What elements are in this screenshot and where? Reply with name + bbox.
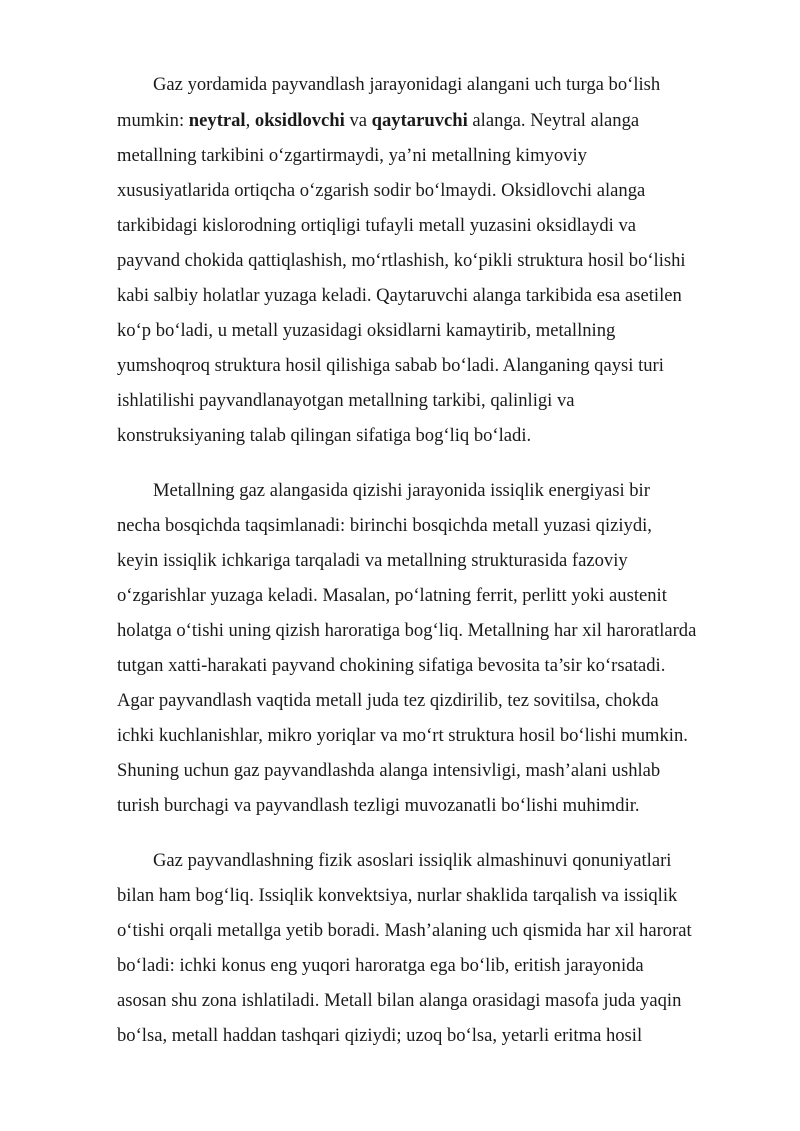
text-line: bo‘ladi: ichki konus eng yuqori haroratga ega bo‘lib, eritish jarayonida: [117, 955, 644, 976]
text-line: o‘tishi orqali metallga yetib boradi. Mash’alaning uch qismida har xil harorat: [117, 920, 692, 941]
bold-term-oksidlovchi: oksidlovchi: [254, 110, 345, 131]
text-line: Shuning uchun gaz payvandlashda alanga intensivligi, mash’alani ushlab: [117, 760, 661, 781]
text-span: va: [344, 110, 372, 131]
text-line: konstruksiyaning talab qilingan sifatiga bog‘liq bo‘ladi.: [117, 425, 532, 446]
text-line: asosan shu zona ishlatiladi. Metall bilan alanga orasidagi masofa juda yaqin: [117, 990, 682, 1011]
text-span: alanga. Neytral alanga: [467, 110, 640, 131]
text-line: Agar payvandlash vaqtida metall juda tez qizdirilib, tez sovitilsa, chokda: [117, 690, 659, 711]
text-line: Metallning gaz alangasida qizishi jarayonida issiqlik energiyasi bir: [153, 480, 650, 501]
text-line: tarkibidagi kislorodning ortiqligi tufayli metall yuzasini oksidlaydi va: [117, 215, 636, 236]
text-line: xususiyatlarida ortiqcha o‘zgarish sodir bo‘lmaydi. Oksidlovchi alanga: [117, 180, 646, 201]
text-line: [117, 112, 639, 131]
text-line: Gaz payvandlashning fizik asoslari issiqlik almashinuvi qonuniyatlari: [153, 850, 672, 871]
text-line: metallning tarkibini o‘zgartirmaydi, ya’ni metallning kimyoviy: [117, 145, 587, 166]
text-line: ko‘p bo‘ladi, u metall yuzasidagi oksidlarni kamaytirib, metallning: [117, 320, 616, 341]
document-body: [117, 0, 741, 1131]
text-line: payvand chokida qattiqlashish, mo‘rtlashish, ko‘pikli struktura hosil bo‘lishi: [117, 250, 686, 271]
text-line: turish burchagi va payvandlash tezligi muvozanatli bo‘lishi muhimdir.: [117, 795, 640, 816]
text-line: tutgan xatti-harakati payvand chokining sifatiga bevosita ta’sir ko‘rsatadi.: [117, 655, 666, 676]
text-span: mumkin:: [117, 110, 189, 131]
text-line: keyin issiqlik ichkariga tarqaladi va metallning strukturasida fazoviy: [117, 550, 628, 571]
text-line: Gaz yordamida payvandlash jarayonidagi alangani uch turga bo‘lish: [153, 74, 661, 95]
text-line: bo‘lsa, metall haddan tashqari qiziydi; uzoq bo‘lsa, yetarli eritma hosil: [117, 1025, 643, 1046]
text-line: bilan ham bog‘liq. Issiqlik konvektsiya, nurlar shaklida tarqalish va issiqlik: [117, 885, 678, 906]
bold-term-neytral: neytral: [188, 110, 246, 131]
text-line: necha bosqichda taqsimlanadi: birinchi bosqichda metall yuzasi qiziydi,: [117, 515, 652, 536]
text-line: ishlatilishi payvandlanayotgan metallning tarkibi, qalinligi va: [117, 390, 575, 411]
text-line: yumshoqroq struktura hosil qilishiga sabab bo‘ladi. Alanganing qaysi turi: [117, 355, 664, 376]
text-line: holatga o‘tishi uning qizish haroratiga bog‘liq. Metallning har xil haroratlarda: [117, 620, 697, 641]
text-line: ichki kuchlanishlar, mikro yoriqlar va mo‘rt struktura hosil bo‘lishi mumkin.: [117, 725, 688, 746]
text-line: o‘zgarishlar yuzaga keladi. Masalan, po‘latning ferrit, perlitt yoki austenit: [117, 585, 667, 606]
text-line: kabi salbiy holatlar yuzaga keladi. Qaytaruvchi alanga tarkibida esa asetilen: [117, 285, 682, 306]
text-span: ,: [245, 110, 255, 131]
bold-term-qaytaruvchi: qaytaruvchi: [371, 110, 468, 131]
